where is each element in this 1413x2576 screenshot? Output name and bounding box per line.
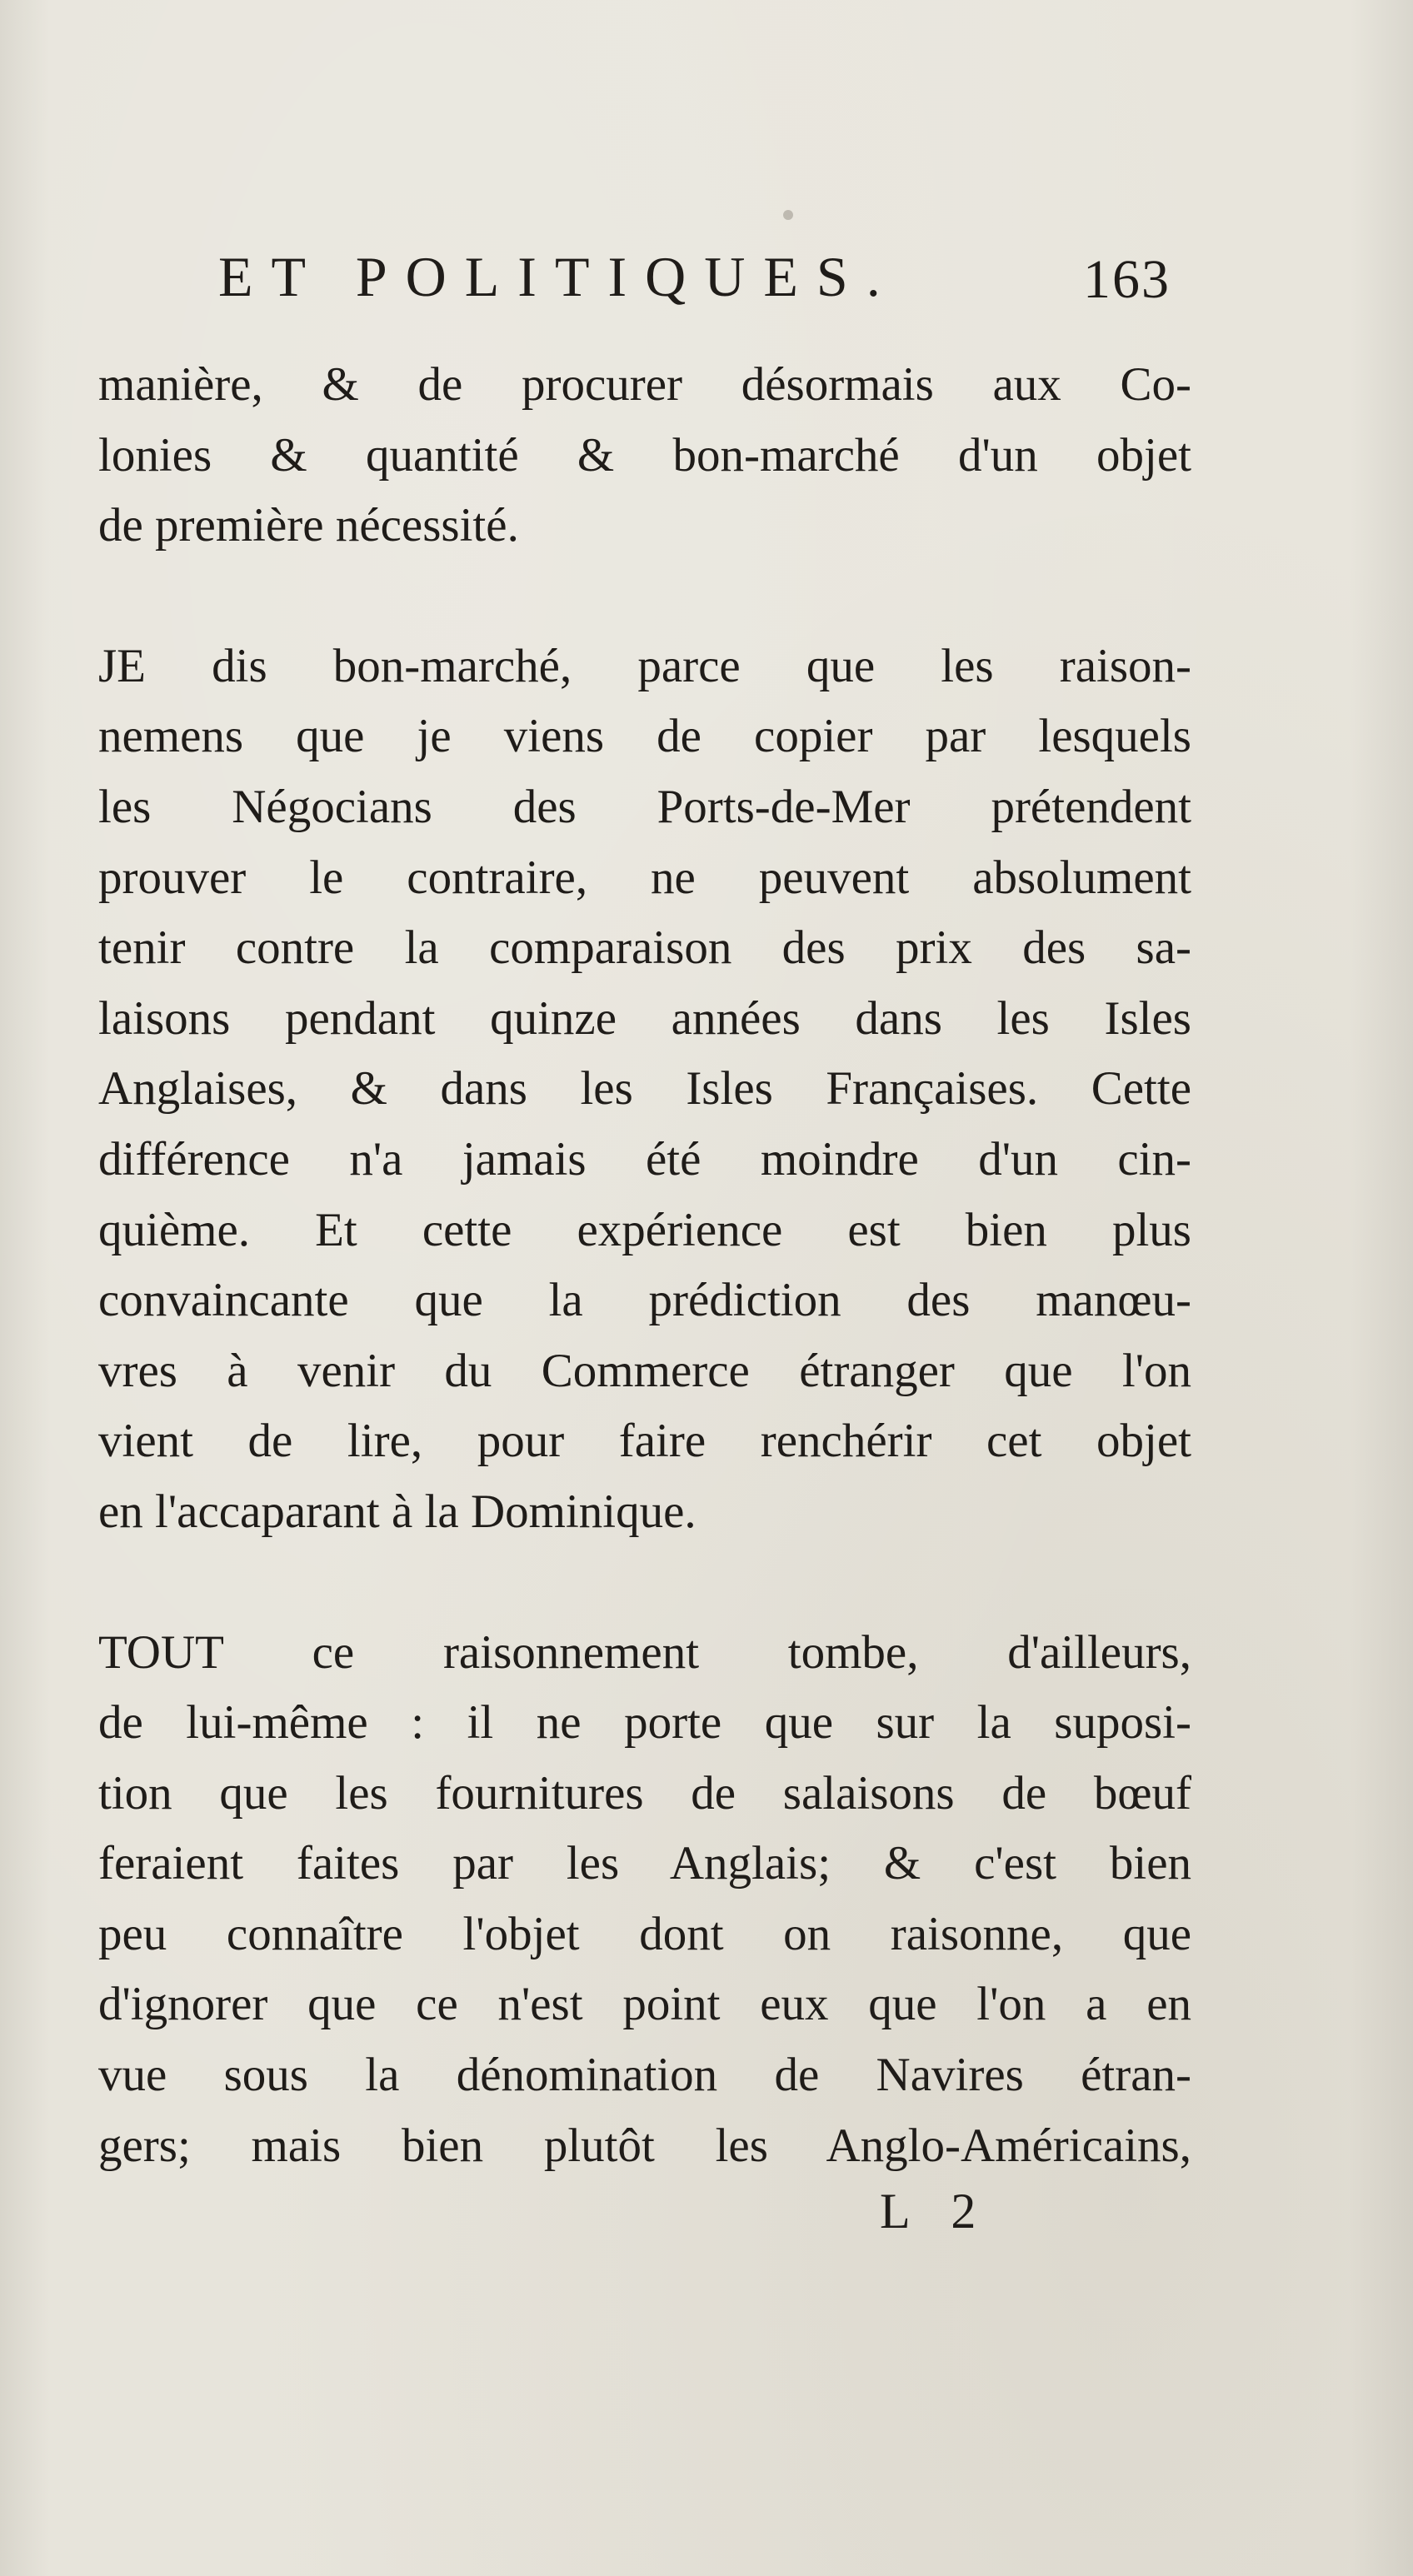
text-line: nemens que je viens de copier par lesquels bbox=[98, 710, 1191, 763]
text-line: gers; mais bien plutôt les Anglo-Américains, bbox=[98, 2119, 1191, 2172]
text-line: en l'accaparant à la Dominique. bbox=[98, 1485, 697, 1538]
text-line: peu connaître l'objet dont on raisonne, que bbox=[98, 1907, 1191, 1960]
text-line: vres à venir du Commerce étranger que l'on bbox=[98, 1344, 1191, 1397]
text-line: les Négocians des Ports-de-Mer prétendent bbox=[98, 780, 1191, 833]
signature-mark: L 2 bbox=[880, 2184, 991, 2239]
text-line: Anglaises, & dans les Isles Françaises. Cette bbox=[98, 1062, 1191, 1116]
text-line: vue sous la dénomination de Navires étran- bbox=[98, 2049, 1191, 2102]
paragraph bbox=[98, 350, 1191, 562]
text-line: lonies & quantité & bon-marché d'un objet bbox=[98, 428, 1191, 482]
text-line: tion que les fournitures de salaisons de bœuf bbox=[98, 1766, 1191, 1820]
text-line: manière, & de procurer désormais aux Co- bbox=[98, 358, 1191, 411]
text-line: d'ignorer que ce n'est point eux que l'on a en bbox=[98, 1978, 1191, 2031]
text-line: prouver le contraire, ne peuvent absolument bbox=[98, 851, 1191, 904]
body-text bbox=[98, 350, 1191, 2181]
text-line: de première nécessité. bbox=[98, 499, 519, 552]
text-line: laisons pendant quinze années dans les Isles bbox=[98, 991, 1191, 1045]
text-line: de lui-même : il ne porte que sur la suposi- bbox=[98, 1696, 1191, 1750]
text-line: feraient faites par les Anglais; & c'est bien bbox=[98, 1837, 1191, 1890]
paragraph bbox=[98, 1618, 1191, 2182]
text-line: TOUT ce raisonnement tombe, d'ailleurs, bbox=[98, 1625, 1191, 1679]
text-line: différence n'a jamais été moindre d'un cin- bbox=[98, 1132, 1191, 1186]
page-header bbox=[0, 235, 1413, 318]
text-line: JE dis bon-marché, parce que les raison- bbox=[98, 639, 1191, 692]
text-line: tenir contre la comparaison des prix des sa- bbox=[98, 921, 1191, 975]
text-line: vient de lire, pour faire renchérir cet objet bbox=[98, 1415, 1191, 1468]
ink-spot bbox=[783, 210, 793, 220]
page-number: 163 bbox=[1083, 249, 1171, 310]
paragraph bbox=[98, 632, 1191, 1548]
text-line: quième. Et cette expérience est bien plus bbox=[98, 1203, 1191, 1256]
running-title: ET POLITIQUES. bbox=[218, 245, 899, 308]
text-line: convaincante que la prédiction des manœu- bbox=[98, 1274, 1191, 1327]
